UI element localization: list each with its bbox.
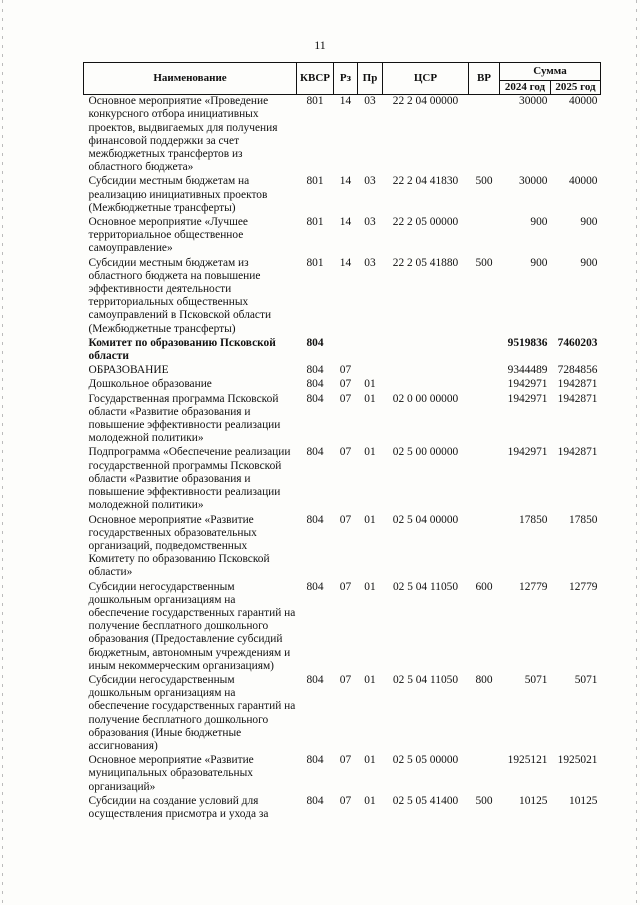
table-row (84, 393, 601, 447)
cell-pr: 03 (364, 216, 376, 229)
col-header-rz: Рз (334, 63, 358, 95)
col-header-name: Наименование (84, 63, 297, 95)
cell-csr: 02 5 04 11050 (392, 580, 459, 593)
cell-sum-2024: 9519836 (507, 336, 548, 349)
cell-name: ОБРАЗОВАНИЕ (88, 364, 169, 377)
table-row (84, 446, 601, 513)
cell-pr (358, 337, 383, 364)
cell-rz: 14 (339, 175, 352, 188)
cell-csr: 02 5 04 00000 (392, 513, 459, 526)
cell-kvsr: 801 (306, 256, 324, 269)
cell-kvsr: 801 (306, 175, 324, 188)
cell-pr: 01 (364, 446, 376, 459)
page-number: 11 (314, 38, 326, 52)
cell-name: Основное мероприятие «Развитие государственных образовательных организаций, подведомственных Комитету по образованию Псковской области» (88, 513, 270, 579)
cell-name: Субсидии негосударственным дошкольным организациям на обеспечение государственных гарантий на получение бесплатного дошкольного образования (Предоставление субсидий бюджетным, автономным учреждениям и иным некоммерческим организациям) (88, 580, 296, 672)
cell-sum-2024: 5071 (524, 673, 548, 686)
cell-sum-2025: 1942871 (557, 378, 598, 391)
cell-rz: 07 (339, 364, 352, 377)
cell-pr (358, 364, 383, 378)
cell-name: Государственная программа Псковской области «Развитие образования и повышение эффективности реализации молодежной политики» (88, 392, 281, 445)
cell-sum-2025: 900 (580, 256, 598, 269)
cell-kvsr: 801 (306, 95, 324, 108)
col-header-vr: ВР (469, 63, 500, 95)
cell-csr: 22 2 04 41830 (392, 175, 459, 188)
cell-csr: 02 0 00 00000 (392, 392, 459, 405)
cell-rz: 14 (339, 256, 352, 269)
cell-sum-2024: 12779 (519, 580, 548, 593)
cell-pr: 01 (364, 794, 376, 807)
cell-sum-2025: 7284856 (557, 364, 598, 377)
cell-name: Основное мероприятие «Лучшее территориальное общественное самоуправление» (88, 216, 248, 255)
col-header-2025: 2025 год (551, 81, 601, 95)
cell-csr (383, 337, 469, 364)
cell-pr: 01 (364, 392, 376, 405)
table-row (84, 175, 601, 216)
cell-csr: 02 5 05 00000 (392, 754, 459, 767)
cell-pr: 01 (364, 580, 376, 593)
cell-csr: 22 2 05 41880 (392, 256, 459, 269)
col-header-pr: Пр (358, 63, 383, 95)
table-row (84, 337, 601, 364)
cell-vr (469, 364, 500, 378)
cell-pr: 03 (364, 256, 376, 269)
cell-name: Комитет по образованию Псковской области (88, 336, 276, 363)
cell-sum-2024: 1942971 (507, 392, 548, 405)
cell-csr: 22 2 05 00000 (392, 216, 459, 229)
cell-sum-2025: 1942871 (557, 446, 598, 459)
cell-name: Субсидии негосударственным дошкольным организациям на обеспечение государственных гарантий на получение бесплатного дошкольного образования (Иные бюджетные ассигнования) (88, 673, 296, 752)
cell-kvsr: 801 (306, 216, 324, 229)
cell-name: Основное мероприятие «Развитие муниципальных образовательных организаций» (88, 754, 254, 793)
table-row (84, 754, 601, 795)
cell-vr (469, 446, 500, 513)
table-header (84, 63, 601, 95)
table-row (84, 795, 601, 822)
col-header-csr: ЦСР (383, 63, 469, 95)
cell-pr: 03 (364, 175, 376, 188)
scan-edge-left (2, 0, 3, 905)
table-row (84, 514, 601, 581)
cell-sum-2024: 30000 (519, 95, 548, 108)
cell-vr (469, 95, 500, 176)
table-row (84, 364, 601, 378)
cell-rz (334, 337, 358, 364)
cell-sum-2024: 1942971 (507, 378, 548, 391)
table-row (84, 581, 601, 674)
cell-sum-2025: 10125 (569, 794, 598, 807)
col-header-2024: 2024 год (500, 81, 551, 95)
cell-csr: 02 5 05 41400 (392, 794, 459, 807)
cell-sum-2024: 900 (530, 256, 548, 269)
cell-vr: 500 (475, 794, 493, 807)
cell-vr (469, 514, 500, 581)
cell-name: Подпрограмма «Обеспечение реализации государственной программы Псковской области «Развитие образования и повышение эффективности реализации молодежной политики» (88, 446, 291, 512)
cell-sum-2025: 1925021 (557, 754, 598, 767)
cell-name: Субсидии местным бюджетам на реализацию инициативных проектов (Межбюджетные трансферты) (88, 175, 268, 214)
cell-vr (469, 216, 500, 257)
cell-vr: 800 (475, 673, 493, 686)
scan-edge-right (636, 0, 637, 905)
cell-kvsr: 804 (306, 364, 324, 377)
cell-sum-2024: 10125 (519, 794, 548, 807)
cell-pr: 01 (364, 513, 376, 526)
cell-pr: 01 (364, 673, 376, 686)
cell-kvsr: 804 (306, 754, 324, 767)
cell-sum-2025: 12779 (569, 580, 598, 593)
cell-sum-2025: 7460203 (557, 336, 598, 349)
table-body (84, 95, 601, 822)
cell-vr: 600 (475, 580, 493, 593)
cell-vr (469, 754, 500, 795)
cell-rz: 14 (339, 95, 352, 108)
cell-csr: 02 5 04 11050 (392, 673, 459, 686)
cell-vr: 500 (475, 175, 493, 188)
cell-sum-2024: 1925121 (507, 754, 548, 767)
cell-vr: 500 (475, 256, 493, 269)
cell-sum-2024: 17850 (519, 513, 548, 526)
cell-sum-2024: 30000 (519, 175, 548, 188)
table-row (84, 674, 601, 754)
col-header-sum: Сумма (500, 63, 601, 81)
cell-sum-2025: 1942871 (557, 392, 598, 405)
cell-name: Субсидии местным бюджетам из областного бюджета на повышение эффективности деятельности территориальных общественных самоуправлений в Псковской области (Межбюджетные трансферты) (88, 256, 272, 335)
cell-vr (469, 393, 500, 447)
cell-name: Субсидии на создание условий для осуществления присмотра и ухода за (88, 794, 269, 820)
cell-sum-2025: 40000 (569, 95, 598, 108)
cell-sum-2024: 9344489 (507, 364, 548, 377)
cell-sum-2025: 5071 (574, 673, 598, 686)
cell-name: Основное мероприятие «Проведение конкурсного отбора инициативных проектов, выдвигаемых для получения финансовой поддержки за счет межбюджетных трансфертов из областного бюджета» (88, 95, 278, 174)
table-row (84, 257, 601, 337)
cell-rz: 14 (339, 216, 352, 229)
cell-sum-2025: 40000 (569, 175, 598, 188)
cell-sum-2025: 900 (580, 216, 598, 229)
cell-kvsr: 804 (306, 580, 324, 593)
cell-kvsr: 804 (306, 392, 324, 405)
cell-rz: 07 (339, 446, 352, 459)
cell-rz: 07 (339, 580, 352, 593)
cell-kvsr: 804 (306, 336, 324, 349)
cell-pr: 01 (364, 378, 376, 391)
cell-csr (383, 364, 469, 378)
table-row (84, 378, 601, 392)
cell-kvsr: 804 (306, 673, 324, 686)
budget-table (83, 62, 601, 822)
cell-csr: 22 2 04 00000 (392, 95, 459, 108)
cell-name: Дошкольное образование (88, 378, 212, 391)
cell-rz: 07 (339, 378, 352, 391)
cell-csr (383, 378, 469, 392)
cell-sum-2025: 17850 (569, 513, 598, 526)
cell-pr: 03 (364, 95, 376, 108)
cell-rz: 07 (339, 513, 352, 526)
cell-rz: 07 (339, 673, 352, 686)
col-header-kvsr: КВСР (297, 63, 334, 95)
cell-rz: 07 (339, 794, 352, 807)
table-row (84, 216, 601, 257)
cell-vr (469, 378, 500, 392)
cell-vr (469, 337, 500, 364)
cell-rz: 07 (339, 754, 352, 767)
cell-csr: 02 5 00 00000 (392, 446, 459, 459)
cell-rz: 07 (339, 392, 352, 405)
table-row (84, 95, 601, 176)
cell-kvsr: 804 (306, 794, 324, 807)
cell-sum-2024: 1942971 (507, 446, 548, 459)
cell-kvsr: 804 (306, 446, 324, 459)
cell-kvsr: 804 (306, 513, 324, 526)
cell-kvsr: 804 (306, 378, 324, 391)
cell-sum-2024: 900 (530, 216, 548, 229)
cell-pr: 01 (364, 754, 376, 767)
